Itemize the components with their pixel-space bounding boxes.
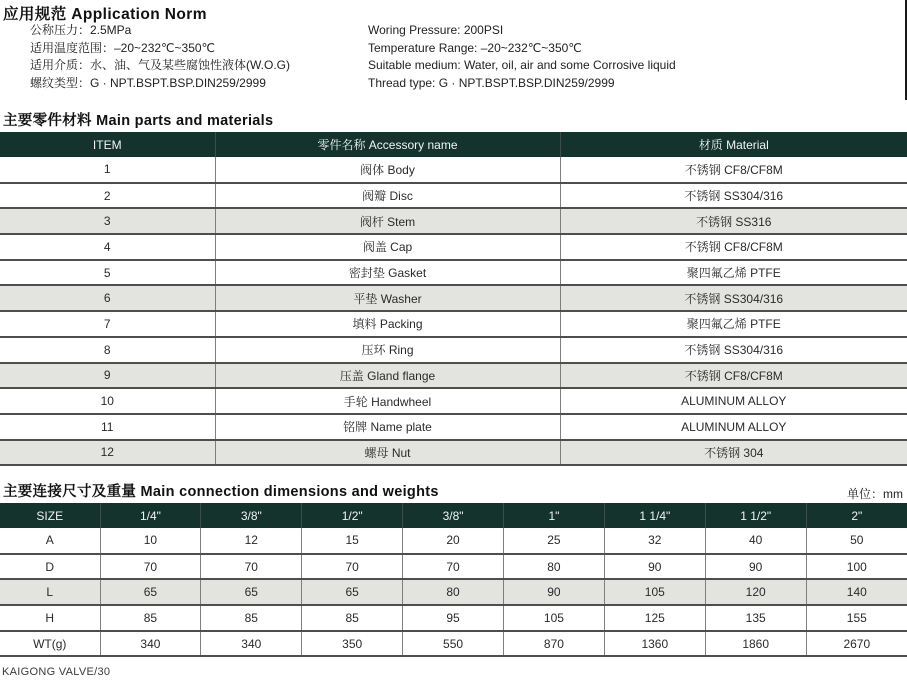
parts-table-row <box>0 311 907 337</box>
parts-material-cell: 不锈钢 SS304/316 <box>560 337 907 363</box>
parts-header-row <box>0 132 907 157</box>
dims-value-cell: 340 <box>201 631 302 657</box>
dims-table-row <box>0 631 907 657</box>
dims-row-label-cell: A <box>0 528 100 554</box>
parts-table-row <box>0 234 907 260</box>
parts-item-cell: 11 <box>0 414 215 440</box>
parts-name-cell: 手轮 Handwheel <box>215 388 560 414</box>
spec-line-en: Suitable medium: Water, oil, air and some Corrosive liquid <box>368 58 676 72</box>
parts-header-cell: ITEM <box>0 132 215 157</box>
dims-value-cell: 70 <box>302 554 403 580</box>
dims-value-cell: 1860 <box>705 631 806 657</box>
dims-table-body <box>0 528 907 656</box>
parts-item-cell: 3 <box>0 208 215 234</box>
dims-header-cell: 3/8" <box>201 503 302 528</box>
parts-name-cell: 压环 Ring <box>215 337 560 363</box>
parts-name-cell: 密封垫 Gasket <box>215 260 560 286</box>
parts-materials-title: 主要零件材料 Main parts and materials <box>3 113 274 129</box>
dims-row-label-cell: L <box>0 579 100 605</box>
parts-table-row <box>0 285 907 311</box>
parts-item-cell: 2 <box>0 183 215 209</box>
dims-value-cell: 80 <box>403 579 504 605</box>
dims-value-cell: 350 <box>302 631 403 657</box>
parts-table-row <box>0 440 907 466</box>
parts-name-cell: 阀体 Body <box>215 157 560 183</box>
dims-value-cell: 70 <box>201 554 302 580</box>
dims-value-cell: 12 <box>201 528 302 554</box>
spec-line-cn: 螺纹类型：G · NPT.BSPT.BSP.DIN259/2999 <box>30 75 266 90</box>
dims-value-cell: 90 <box>604 554 705 580</box>
parts-name-cell: 阀瓣 Disc <box>215 183 560 209</box>
parts-name-cell: 压盖 Gland flange <box>215 363 560 389</box>
parts-name-cell: 螺母 Nut <box>215 440 560 466</box>
dims-value-cell: 70 <box>403 554 504 580</box>
parts-table-row <box>0 208 907 234</box>
dims-table-row <box>0 605 907 631</box>
parts-item-cell: 6 <box>0 285 215 311</box>
dims-value-cell: 85 <box>302 605 403 631</box>
spec-line-en: Thread type: G · NPT.BSPT.BSP.DIN259/2999 <box>368 75 615 90</box>
parts-item-cell: 4 <box>0 234 215 260</box>
parts-material-cell: ALUMINUM ALLOY <box>560 388 907 414</box>
spec-line-cn: 适用介质：水、油、气及某些腐蚀性液体(W.O.G) <box>30 58 290 72</box>
dims-value-cell: 90 <box>504 579 605 605</box>
spec-line-en: Woring Pressure: 200PSI <box>368 23 504 37</box>
dims-value-cell: 90 <box>705 554 806 580</box>
parts-material-cell: 聚四氟乙烯 PTFE <box>560 311 907 337</box>
dims-header-cell: SIZE <box>0 503 100 528</box>
parts-name-cell: 铭牌 Name plate <box>215 414 560 440</box>
dims-value-cell: 155 <box>806 605 907 631</box>
dims-value-cell: 140 <box>806 579 907 605</box>
dims-row-label-cell: WT(g) <box>0 631 100 657</box>
parts-table-row <box>0 260 907 286</box>
dimensions-weights-title: 主要连接尺寸及重量 Main connection dimensions and weights <box>3 484 439 500</box>
parts-material-cell: 不锈钢 CF8/CF8M <box>560 234 907 260</box>
dims-value-cell: 1360 <box>604 631 705 657</box>
unit-note: 单位：mm <box>847 487 903 501</box>
dims-value-cell: 870 <box>504 631 605 657</box>
parts-material-cell: 聚四氟乙烯 PTFE <box>560 260 907 286</box>
dims-value-cell: 85 <box>201 605 302 631</box>
dims-value-cell: 70 <box>100 554 201 580</box>
parts-item-cell: 1 <box>0 157 215 183</box>
dims-value-cell: 40 <box>705 528 806 554</box>
dims-table-header <box>0 503 907 528</box>
dims-row-label-cell: H <box>0 605 100 631</box>
dims-value-cell: 85 <box>100 605 201 631</box>
parts-name-cell: 填料 Packing <box>215 311 560 337</box>
dims-value-cell: 50 <box>806 528 907 554</box>
parts-material-cell: 不锈钢 CF8/CF8M <box>560 363 907 389</box>
dims-value-cell: 65 <box>100 579 201 605</box>
application-specs-chinese <box>30 22 290 92</box>
dims-header-cell: 1 1/2" <box>705 503 806 528</box>
page-footer: KAIGONG VALVE/30 <box>2 666 111 678</box>
dims-value-cell: 100 <box>806 554 907 580</box>
parts-table-row <box>0 337 907 363</box>
dims-value-cell: 105 <box>604 579 705 605</box>
dims-value-cell: 80 <box>504 554 605 580</box>
spec-line-en: Temperature Range: –20~232℃~350℃ <box>368 40 582 55</box>
parts-table-row <box>0 388 907 414</box>
dims-header-cell: 1/2" <box>302 503 403 528</box>
parts-name-cell: 平垫 Washer <box>215 285 560 311</box>
parts-table-row <box>0 363 907 389</box>
dims-value-cell: 65 <box>302 579 403 605</box>
dims-header-cell: 2" <box>806 503 907 528</box>
parts-item-cell: 5 <box>0 260 215 286</box>
parts-item-cell: 12 <box>0 440 215 466</box>
parts-header-cell: 零件名称 Accessory name <box>215 132 560 157</box>
spec-line-cn: 公称压力：2.5MPa <box>30 23 132 37</box>
parts-materials-table <box>0 132 907 466</box>
parts-item-cell: 7 <box>0 311 215 337</box>
dims-table-row <box>0 554 907 580</box>
parts-table-row <box>0 157 907 183</box>
parts-table-header <box>0 132 907 157</box>
parts-name-cell: 阀杆 Stem <box>215 208 560 234</box>
parts-material-cell: ALUMINUM ALLOY <box>560 414 907 440</box>
parts-header-cell: 材质 Material <box>560 132 907 157</box>
parts-material-cell: 不锈钢 SS316 <box>560 208 907 234</box>
parts-item-cell: 10 <box>0 388 215 414</box>
dims-header-row <box>0 503 907 528</box>
dims-value-cell: 95 <box>403 605 504 631</box>
dims-value-cell: 2670 <box>806 631 907 657</box>
spec-line-cn: 适用温度范围：–20~232℃~350℃ <box>30 40 216 55</box>
parts-table-row <box>0 414 907 440</box>
parts-table-row <box>0 183 907 209</box>
parts-material-cell: 不锈钢 SS304/316 <box>560 183 907 209</box>
dims-value-cell: 25 <box>504 528 605 554</box>
dims-row-label-cell: D <box>0 554 100 580</box>
parts-material-cell: 不锈钢 SS304/316 <box>560 285 907 311</box>
dims-value-cell: 65 <box>201 579 302 605</box>
parts-item-cell: 8 <box>0 337 215 363</box>
dims-header-cell: 1" <box>504 503 605 528</box>
dims-value-cell: 120 <box>705 579 806 605</box>
application-norm-title: 应用规范 Application Norm <box>3 6 207 23</box>
dims-value-cell: 135 <box>705 605 806 631</box>
dims-header-cell: 3/8" <box>403 503 504 528</box>
dims-value-cell: 105 <box>504 605 605 631</box>
parts-material-cell: 不锈钢 CF8/CF8M <box>560 157 907 183</box>
dims-value-cell: 20 <box>403 528 504 554</box>
application-specs-english <box>368 22 676 92</box>
dims-value-cell: 15 <box>302 528 403 554</box>
dims-value-cell: 32 <box>604 528 705 554</box>
dims-value-cell: 550 <box>403 631 504 657</box>
dims-header-cell: 1 1/4" <box>604 503 705 528</box>
dims-table-row <box>0 579 907 605</box>
dims-value-cell: 340 <box>100 631 201 657</box>
parts-name-cell: 阀盖 Cap <box>215 234 560 260</box>
dims-header-cell: 1/4" <box>100 503 201 528</box>
dims-value-cell: 125 <box>604 605 705 631</box>
dims-table-row <box>0 528 907 554</box>
dimensions-weights-table <box>0 503 907 657</box>
parts-item-cell: 9 <box>0 363 215 389</box>
dims-value-cell: 10 <box>100 528 201 554</box>
parts-material-cell: 不锈钢 304 <box>560 440 907 466</box>
parts-table-body <box>0 157 907 465</box>
